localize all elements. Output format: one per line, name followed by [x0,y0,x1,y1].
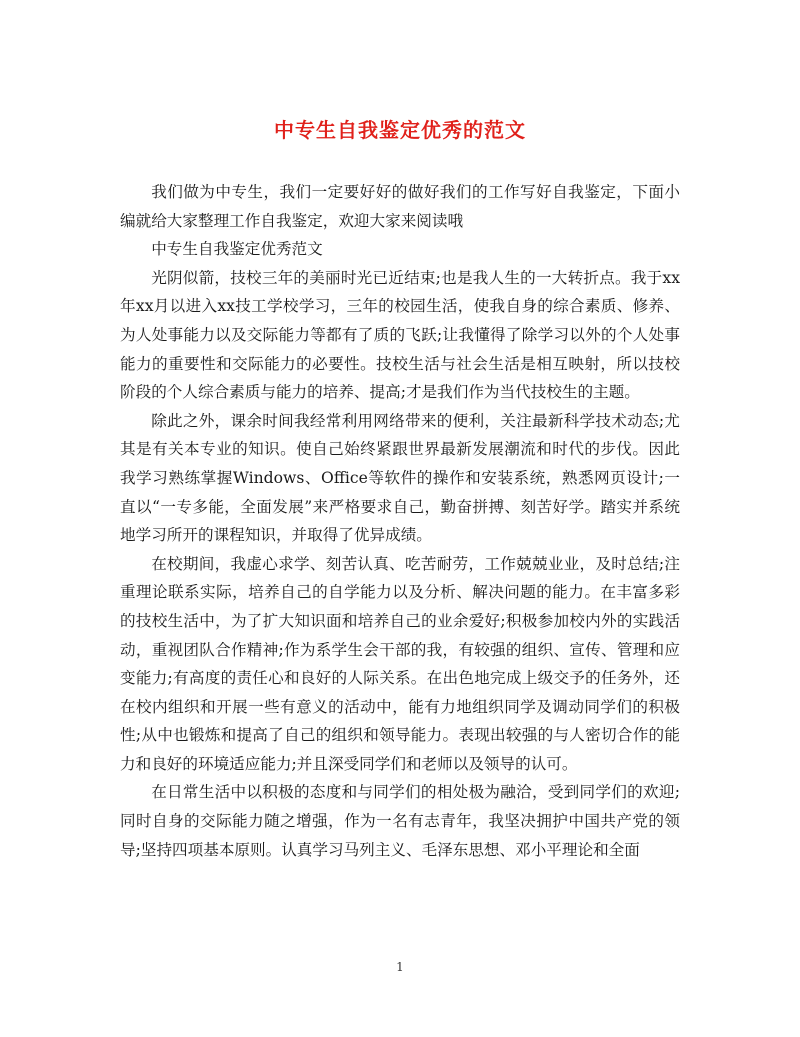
body-paragraph: 光阴似箭，技校三年的美丽时光已近结束;也是我人生的一大转折点。我于xx年xx月以进入xx技工学校学习，三年的校园生活，使我自身的综合素质、修养、为人处事能力以及交际能力等都有了质的飞跃;让我懂得了除学习以外的个人处事能力的重要性和交际能力的必要性。技校生活与社会生活是相互映射，所以技校阶段的个人综合素质与能力的培养、提高;才是我们作为当代技校生的主题。 [120,268,680,402]
body-paragraph: 在校期间，我虚心求学、刻苦认真、吃苦耐劳，工作兢兢业业，及时总结;注重理论联系实际，培养自己的自学能力以及分析、解决问题的能力。在丰富多彩的技校生活中，为了扩大知识面和培养自己的业余爱好;积极参加校内外的实践活动，重视团队合作精神;作为系学生会干部的我，有较强的组织、宣传、管理和应变能力;有高度的责任心和良好的人际关系。在出色地完成上级交予的任务外，还在校内组织和开展一些有意义的活动中，能有力地组织同学及调动同学们的积极性;从中也锻炼和提高了自己的组织和领导能力。表现出较强的与人密切合作的能力和良好的环境适应能力;并且深受同学们和老师以及领导的认可。 [120,554,680,773]
page-number: 1 [396,960,404,974]
section-heading: 中专生自我鉴定优秀范文 [151,240,323,259]
document-title: 中专生自我鉴定优秀的范文 [274,118,526,142]
body-paragraph: 除此之外，课余时间我经常利用网络带来的便利，关注最新科学技术动态;尤其是有关本专业的知识。使自己始终紧跟世界最新发展潮流和时代的步伐。因此我学习熟练掌握Windows、Office等软件的操作和安装系统，熟悉网页设计;一直以“一专多能，全面发展”来严格要求自己，勤奋拼搏、刻苦好学。踏实并系统地学习所开的课程知识，并取得了优异成绩。 [120,411,680,545]
document-body [120,178,680,864]
body-paragraph: 在日常生活中以积极的态度和与同学们的相处极为融洽，受到同学们的欢迎;同时自身的交际能力随之增强，作为一名有志青年，我坚决拥护中国共产党的领导;坚持四项基本原则。认真学习马列主义、毛泽东思想、邓小平理论和全面 [120,783,680,859]
intro-paragraph: 我们做为中专生，我们一定要好好的做好我们的工作写好自我鉴定，下面小编就给大家整理工作自我鉴定，欢迎大家来阅读哦 [120,183,680,230]
